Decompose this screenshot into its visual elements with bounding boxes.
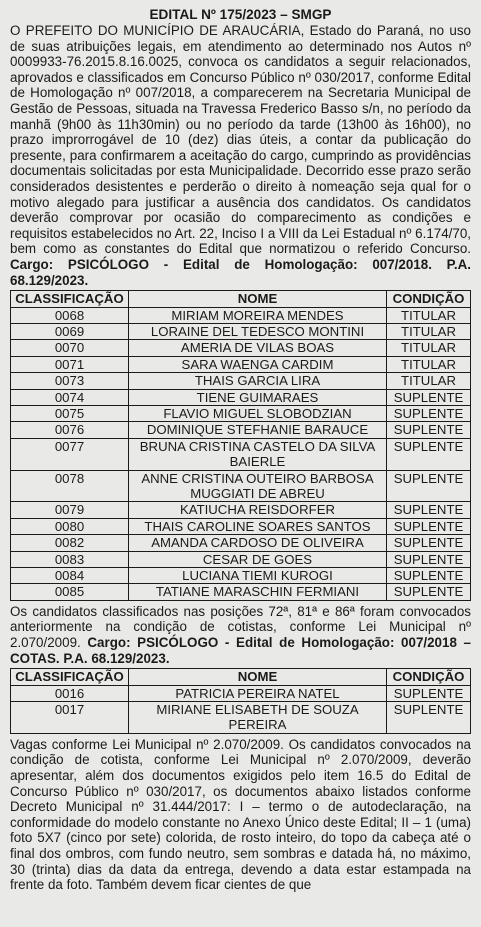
nome-cell: LORAINE DEL TEDESCO MONTINI: [129, 323, 387, 339]
classificacao-cell: 0069: [11, 323, 129, 339]
nome-cell: THAIS GARCIA LIRA: [129, 373, 387, 389]
table-row: [11, 502, 471, 518]
classificacao-cell: 0070: [11, 340, 129, 356]
nome-cell: MIRIAM MOREIRA MENDES: [129, 307, 387, 323]
condicao-cell: TITULAR: [387, 340, 471, 356]
classificacao-cell: 0074: [11, 389, 129, 405]
nome-cell: PATRICIA PEREIRA NATEL: [129, 685, 387, 701]
middle-paragraph: [10, 604, 471, 666]
table-row: [11, 340, 471, 356]
condicao-cell: SUPLENTE: [387, 518, 471, 534]
nome-cell: SARA WAENGA CARDIM: [129, 356, 387, 372]
classificacao-cell: 0079: [11, 502, 129, 518]
nome-cell: KATIUCHA REISDORFER: [129, 502, 387, 518]
nome-cell: BRUNA CRISTINA CASTELO DA SILVA BAIERLE: [129, 438, 387, 470]
condicao-cell: SUPLENTE: [387, 438, 471, 470]
nome-cell: DOMINIQUE STEFHANIE BARAUCE: [129, 422, 387, 438]
table-row: [11, 438, 471, 470]
intro-text: O PREFEITO DO MUNICÍPIO DE ARAUCÁRIA, Estado do Paraná, no uso de suas atribuições legais, em atendimento ao determinado nos Autos nº 0009933-76.2015.8.16.0025, convoca os candidatos a seguir relacionados, aprovados e classificados em Concurso Público nº 030/2017, conforme Edital de Homologação nº 007/2018, a comparecerem na Secretaria Municipal de Gestão de Pessoas, situada na Travessa Frederico Basso s/n, no período da manhã (9h00 às 11h30min) ou no período da tarde (13h00 às 16h00), no prazo improrrogável de 10 (dez) dias úteis, a contar da publicação do presente, para confirmarem a aceitação do cargo, cumprindo as providências documentais solicitadas por esta Municipalidade. Decorrido esse prazo serão considerados desistentes e perderão o direito à nomeação seja qual for o motivo alegado para justificar a ausência dos candidatos. Os candidatos deverão comprovar por ocasião do comparecimento as condições e requisitos estabelecidos no Art. 22, Inciso I a VIII da Lei Estadual nº 6.174/70, bem como as constantes do Edital que normatizou o referido Concurso.: [10, 23, 471, 257]
condicao-cell: SUPLENTE: [387, 405, 471, 421]
condicao-cell: TITULAR: [387, 323, 471, 339]
condicao-cell: SUPLENTE: [387, 685, 471, 701]
nome-cell: THAIS CAROLINE SOARES SANTOS: [129, 518, 387, 534]
table-row: [11, 568, 471, 584]
condicao-cell: SUPLENTE: [387, 389, 471, 405]
cotas-table: [10, 668, 471, 734]
nome-cell: TIENE GUIMARAES: [129, 389, 387, 405]
condicao-cell: TITULAR: [387, 307, 471, 323]
intro-paragraph: [10, 23, 471, 288]
classificacao-cell: 0083: [11, 551, 129, 567]
condicao-cell: SUPLENTE: [387, 535, 471, 551]
header-classificacao: CLASSIFICAÇÃO: [11, 669, 129, 685]
table-header-row: [11, 669, 471, 685]
nome-cell: ANNE CRISTINA OUTEIRO BARBOSA MUGGIATI DE ABREU: [129, 470, 387, 502]
classificacao-cell: 0071: [11, 356, 129, 372]
nome-cell: AMANDA CARDOSO DE OLIVEIRA: [129, 535, 387, 551]
table-row: [11, 551, 471, 567]
classificacao-cell: 0082: [11, 535, 129, 551]
header-nome: NOME: [129, 669, 387, 685]
table-row: [11, 307, 471, 323]
classificacao-cell: 0017: [11, 702, 129, 734]
table-row: [11, 373, 471, 389]
nome-cell: AMERIA DE VILAS BOAS: [129, 340, 387, 356]
nome-cell: TATIANE MARASCHIN FERMIANI: [129, 584, 387, 600]
condicao-cell: SUPLENTE: [387, 470, 471, 502]
condicao-cell: SUPLENTE: [387, 568, 471, 584]
classificacao-cell: 0077: [11, 438, 129, 470]
classificacao-cell: 0080: [11, 518, 129, 534]
condicao-cell: SUPLENTE: [387, 422, 471, 438]
condicao-cell: SUPLENTE: [387, 702, 471, 734]
table-row: [11, 535, 471, 551]
table-row: [11, 422, 471, 438]
table-row: [11, 518, 471, 534]
header-condicao: CONDIÇÃO: [387, 291, 471, 307]
nome-cell: MIRIANE ELISABETH DE SOUZA PEREIRA: [129, 702, 387, 734]
classificacao-cell: 0016: [11, 685, 129, 701]
table-row: [11, 584, 471, 600]
nome-cell: FLAVIO MIGUEL SLOBODZIAN: [129, 405, 387, 421]
table-row: [11, 323, 471, 339]
table-header-row: [11, 291, 471, 307]
nome-cell: LUCIANA TIEMI KUROGI: [129, 568, 387, 584]
condicao-cell: TITULAR: [387, 356, 471, 372]
classificacao-cell: 0076: [11, 422, 129, 438]
classificacao-cell: 0084: [11, 568, 129, 584]
document-title: EDITAL Nº 175/2023 – SMGP: [149, 7, 332, 22]
nome-cell: CESAR DE GOES: [129, 551, 387, 567]
classificacao-cell: 0073: [11, 373, 129, 389]
table-row: [11, 356, 471, 372]
condicao-cell: TITULAR: [387, 373, 471, 389]
table-row: [11, 405, 471, 421]
condicao-cell: SUPLENTE: [387, 502, 471, 518]
intro-cargo: Cargo: PSICÓLOGO - Edital de Homologação: 007/2018. P.A. 68.129/2023.: [10, 256, 471, 288]
middle-text: Os candidatos classificados nas posições 72ª, 81ª e 86ª foram convocados anteriormente na condição de cotistas, conforme Lei Municipal nº 2.070/2009.: [10, 603, 471, 650]
table-row: [11, 685, 471, 701]
condicao-cell: SUPLENTE: [387, 584, 471, 600]
closing-paragraph: Vagas conforme Lei Municipal nº 2.070/2009. Os candidatos convocados na condição de cotista, conforme Lei Municipal nº 2.070/2009, deverão apresentar, além dos documentos exigidos pelo item 16.5 do Edital de Concurso Público nº 030/2017, os documentos abaixo listados conforme Decreto Municipal nº 31.444/2017: I – termo o de autodeclaração, na conformidade do modelo constante no Anexo Único deste Edital; II – 1 (uma) foto 5X7 (cinco por sete) colorida, de rosto inteiro, do topo da cabeça até o final dos ombros, com fundo neutro, sem sombras e datada há, no máximo, 30 (trinta) dias da data da entrega, devendo a data estar estampada na frente da foto. Também devem ficar cientes de que: [10, 736, 471, 893]
table-row: [11, 389, 471, 405]
classificacao-cell: 0078: [11, 470, 129, 502]
classificacao-cell: 0068: [11, 307, 129, 323]
classificacao-cell: 0075: [11, 405, 129, 421]
header-nome: NOME: [129, 291, 387, 307]
classificacao-cell: 0085: [11, 584, 129, 600]
candidates-table: [10, 290, 471, 601]
condicao-cell: SUPLENTE: [387, 551, 471, 567]
table-row: [11, 470, 471, 502]
table-row: [11, 702, 471, 734]
header-classificacao: CLASSIFICAÇÃO: [11, 291, 129, 307]
header-condicao: CONDIÇÃO: [387, 669, 471, 685]
middle-cargo: Cargo: PSICÓLOGO - Edital de Homologação: 007/2018 – COTAS. P.A. 68.129/2023.: [10, 635, 471, 666]
